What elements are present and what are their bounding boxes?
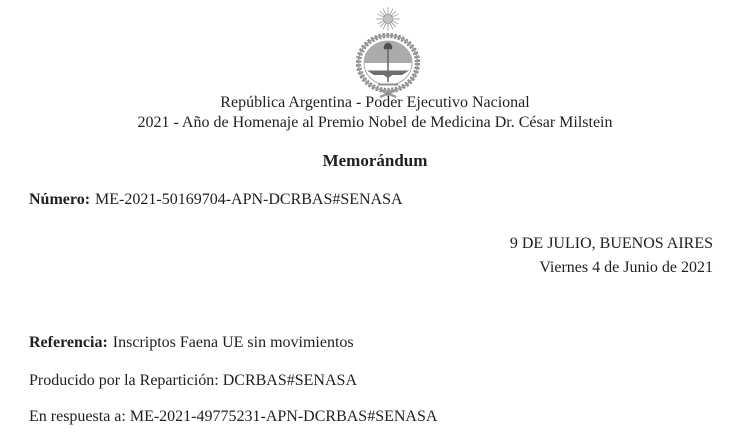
produced-by-line: Producido por la Repartición: DCRBAS#SENASA [29, 372, 357, 389]
coat-of-arms-svg [347, 5, 429, 101]
header-line-year-homage: 2021 - Año de Homenaje al Premio Nobel de Medicina Dr. César Milstein [137, 114, 613, 131]
date-line: Viernes 4 de Junio de 2021 [539, 259, 713, 276]
place-line: 9 DE JULIO, BUENOS AIRES [509, 235, 713, 252]
number-label: Número: [29, 191, 91, 208]
reference-label: Referencia: [29, 334, 108, 351]
reference-value: Inscriptos Faena UE sin movimientos [112, 334, 354, 351]
reference-line [29, 334, 354, 352]
header-line-republic: República Argentina - Poder Ejecutivo Nacional [220, 94, 530, 111]
number-value: ME-2021-50169704-APN-DCRBAS#SENASA [95, 191, 403, 208]
document-title: Memorándum [322, 151, 428, 170]
number-line [29, 191, 403, 209]
in-reply-to-line: En respuesta a: ME-2021-49775231-APN-DCRBAS#SENASA [29, 408, 438, 425]
argentina-coat-of-arms-icon [347, 5, 429, 101]
